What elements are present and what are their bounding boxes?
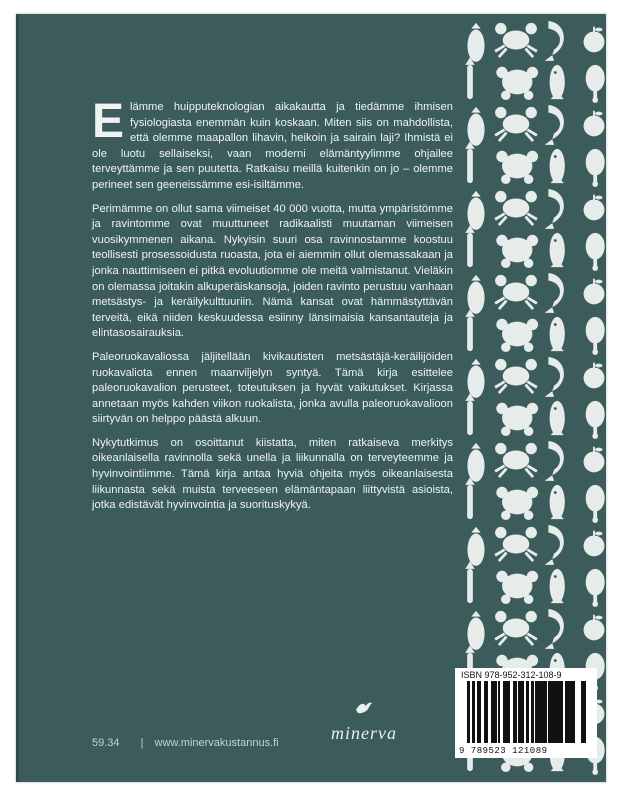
- barcode-bar: [545, 681, 547, 743]
- apple-icon: [584, 111, 605, 137]
- barcode-bar: [526, 681, 527, 743]
- blurb-paragraph-3: Paleoruokavaliossa jäljitellään kivikautisten metsästäjä-keräilijöiden ruokavaliota ennen maanviljelyn syntyä. Tämä kirja esittelee paleoruokavalion perusteet, toteutuksen ja hyvät vaikutukset. Kirjassa annetaan myös kahden viikon ruokalista, jonka avulla paleoruokavalioon siirtyvän on helppo päästä alkuun.: [92, 350, 453, 426]
- barcode-bar: [567, 681, 568, 743]
- barcode-bar: [568, 681, 570, 743]
- barcode-bar: [503, 681, 504, 743]
- fish-icon: [550, 317, 565, 351]
- barcode-digits: 9 789523 121089: [459, 746, 548, 756]
- drumstick-icon: [586, 569, 605, 607]
- crab-icon: [495, 443, 537, 477]
- asparagus-icon: [465, 57, 475, 99]
- fish-icon: [550, 149, 565, 183]
- barcode-bar: [474, 681, 475, 743]
- shrimp-icon: [545, 273, 564, 313]
- drumstick-icon: [586, 149, 605, 187]
- eggplant-icon: [467, 611, 484, 650]
- drumstick-icon: [586, 485, 605, 523]
- price-code: 59.34: [92, 737, 120, 749]
- crab-icon: [495, 191, 537, 225]
- shrimp-icon: [545, 189, 564, 229]
- barcode-bar: [519, 681, 521, 743]
- barcode-bars: [463, 681, 589, 743]
- barcode-bar: [560, 681, 563, 743]
- asparagus-icon: [465, 141, 475, 183]
- barcode-bar: [535, 681, 538, 743]
- eggplant-icon: [467, 443, 484, 482]
- asparagus-icon: [465, 561, 475, 603]
- barcode-bar: [479, 681, 481, 743]
- publisher-logo: [331, 701, 397, 747]
- shrimp-icon: [545, 609, 564, 649]
- barcode-bar: [527, 681, 528, 743]
- footer-separator: |: [140, 737, 144, 749]
- drumstick-icon: [586, 401, 605, 439]
- barcode-bar: [533, 681, 534, 743]
- publisher-name: minerva: [331, 723, 397, 743]
- apple-icon: [584, 195, 605, 221]
- barcode-bar: [538, 681, 541, 743]
- isbn-label: ISBN 978-952-312-108-9: [461, 670, 562, 680]
- apple-icon: [584, 531, 605, 557]
- barcode-bar: [548, 681, 551, 743]
- barcode-bar: [472, 681, 474, 743]
- eggplant-icon: [467, 191, 484, 230]
- barcode-bar: [506, 681, 507, 743]
- shrimp-icon: [545, 357, 564, 397]
- barcode-bar: [507, 681, 510, 743]
- chicken-icon: [496, 487, 538, 520]
- barcode-bar: [543, 681, 545, 743]
- shrimp-icon: [545, 105, 564, 145]
- barcode-bar: [528, 681, 529, 743]
- dropcap: E: [92, 95, 125, 148]
- crab-icon: [495, 107, 537, 141]
- eggplant-icon: [467, 107, 484, 146]
- blurb-paragraph-2: Perimämme on ollut sama viimeiset 40 000 vuotta, mutta ympäristömme ja ravintomme ovat muuttuneet radikaalisti muutaman viimeisen vuosikymmenen aikana. Nykyisin suuri osa ravinnostamme koostuu teollisesti prosessoidusta ruoasta, jota ei aiemmin ollut olemassakaan ja jonka nauttimiseen ei pitkä evoluutiomme ole meitä valmistanut. Vieläkin on olemassa joitakin alkuperäiskansoja, joiden ravinto perustuu vanhaan metsästys- ja keräilykulttuuriin. Nämä kansat ovat hämmästyttävän terveitä, eikä niiden keskuudessa esiinny länsimaisia kansantauteja ja elintasosairauksia.: [92, 202, 453, 340]
- crab-icon: [495, 23, 537, 57]
- asparagus-icon: [465, 393, 475, 435]
- barcode-bar: [558, 681, 560, 743]
- shrimp-icon: [545, 441, 564, 481]
- asparagus-icon: [465, 477, 475, 519]
- shrimp-icon: [545, 525, 564, 565]
- drumstick-icon: [586, 233, 605, 271]
- eggplant-icon: [467, 359, 484, 398]
- cover-footer: [92, 737, 279, 749]
- blurb-paragraph-4: Nykytutkimus on osoittanut kiistatta, miten ratkaiseva merkitys oikeanlaisella ravinnolla sekä unella ja liikunnalla on terveyteemme ja hyvinvointiimme. Tämä kirja antaa hyviä ohjeita myös oikeanlaisesta liikunnasta sekä muista terveeseen elämäntapaan liittyvistä asioista, jotka edistävät hyvinvointia ja suorituskykyä.: [92, 436, 453, 512]
- apple-icon: [584, 447, 605, 473]
- shrimp-icon: [545, 21, 564, 61]
- barcode-bar: [513, 681, 514, 743]
- barcode-bar: [552, 681, 554, 743]
- barcode-bar: [496, 681, 497, 743]
- eggplant-icon: [467, 275, 484, 314]
- barcode-bar: [521, 681, 524, 743]
- eggplant-icon: [467, 23, 484, 62]
- chicken-icon: [496, 235, 538, 268]
- asparagus-icon: [465, 309, 475, 351]
- publisher-website: www.minervakustannus.fi: [154, 737, 279, 749]
- barcode-bar: [581, 681, 583, 743]
- chicken-icon: [496, 67, 538, 100]
- barcode-bar: [574, 681, 575, 743]
- chicken-icon: [496, 571, 538, 604]
- blurb-text: [92, 95, 453, 522]
- food-pattern-strip: [456, 14, 606, 782]
- barcode-bar: [565, 681, 567, 743]
- chicken-icon: [496, 403, 538, 436]
- barcode-bar: [556, 681, 557, 743]
- barcode-bar: [498, 681, 500, 743]
- fish-icon: [550, 233, 565, 267]
- apple-icon: [584, 279, 605, 305]
- barcode-bar: [477, 681, 479, 743]
- barcode-bar: [570, 681, 571, 743]
- asparagus-icon: [465, 225, 475, 267]
- barcode-bar: [486, 681, 488, 743]
- barcode-bar: [505, 681, 506, 743]
- barcode-bar: [467, 681, 470, 743]
- barcode-bar: [557, 681, 558, 743]
- eggplant-icon: [467, 527, 484, 566]
- barcode-bar: [583, 681, 586, 743]
- barcode-bar: [531, 681, 533, 743]
- fish-icon: [550, 569, 565, 603]
- crab-icon: [495, 527, 537, 561]
- fish-icon: [550, 65, 565, 99]
- crab-icon: [495, 359, 537, 393]
- barcode-bar: [554, 681, 556, 743]
- bird-icon: [355, 701, 373, 715]
- barcode-bar: [514, 681, 515, 743]
- chicken-icon: [496, 151, 538, 184]
- food-pattern: [456, 14, 606, 782]
- apple-icon: [584, 27, 605, 53]
- barcode-bar: [484, 681, 486, 743]
- fish-icon: [550, 401, 565, 435]
- blurb-paragraph-1: Elämme huipputeknologian aikakautta ja tiedämme ihmisen fysiologiasta enemmän kuin koskaan. Miten siis on mahdollista, että olemme maapallon lihavin, heikoin ja sairain laji? Ihmistä ei ole luotu sellaiseksi, vaan moderni elämäntyylimme ohjailee terveyttämme ja sen puutetta. Ratkaisu meillä kuitenkin on jo – olemme perineet sen geeneissämme esi-isiltämme.: [92, 95, 453, 191]
- apple-icon: [584, 615, 605, 641]
- barcode-box: [455, 668, 597, 758]
- crab-icon: [495, 275, 537, 309]
- apple-icon: [584, 363, 605, 389]
- fish-icon: [550, 485, 565, 519]
- chicken-icon: [496, 319, 538, 352]
- barcode-bar: [495, 681, 496, 743]
- drumstick-icon: [586, 317, 605, 355]
- barcode-bar: [551, 681, 552, 743]
- barcode-bar: [494, 681, 495, 743]
- barcode-bar: [504, 681, 505, 743]
- crab-icon: [495, 611, 537, 645]
- drumstick-icon: [586, 65, 605, 103]
- barcode-bar: [541, 681, 543, 743]
- barcode-bar: [491, 681, 494, 743]
- barcode-bar: [518, 681, 519, 743]
- barcode-bar: [515, 681, 517, 743]
- barcode-bar: [571, 681, 574, 743]
